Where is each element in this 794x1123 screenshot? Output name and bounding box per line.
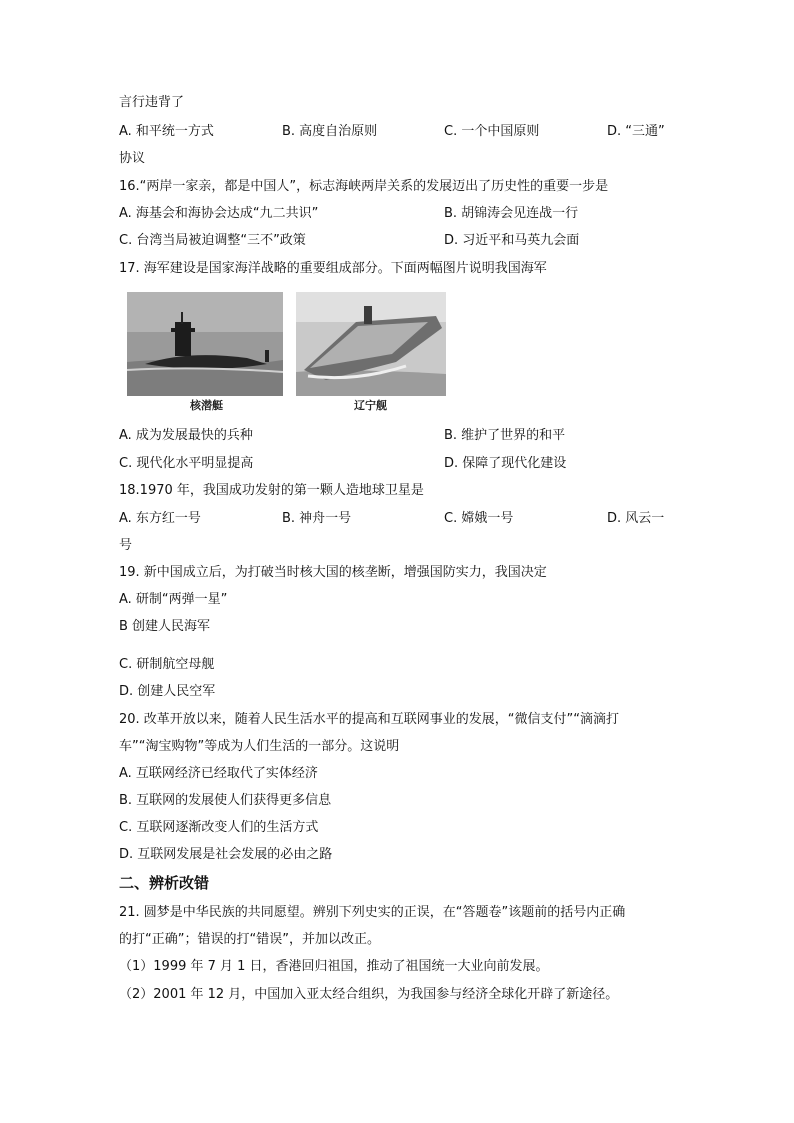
- q17-option-d: D. 保障了现代化建设: [444, 456, 567, 471]
- q18-options: [0, 510, 794, 528]
- q19-option-b: B 创建人民海军: [119, 619, 211, 634]
- q19-option-a: A. 研制“两弹一星”: [119, 592, 228, 607]
- q18-option-c: C. 嫦娥一号: [444, 511, 514, 526]
- submarine-photo: [127, 292, 283, 396]
- q17-option-a: A. 成为发展最快的兵种: [119, 428, 253, 443]
- q19-stem: 19. 新中国成立后，为打破当时核大国的核垄断，增强国防实力，我国决定: [119, 565, 547, 580]
- q16-option-c: C. 台湾当局被迫调整“三不”政策: [119, 233, 306, 248]
- q16-options-row1: [0, 205, 794, 223]
- q17-option-c: C. 现代化水平明显提高: [119, 456, 254, 471]
- aircraft-carrier-photo: [296, 292, 446, 396]
- q20-option-b: B. 互联网的发展使人们获得更多信息: [119, 793, 332, 808]
- q16-option-b: B. 胡锦涛会见连战一行: [444, 206, 579, 221]
- q20-stem-line2: 车”“淘宝购物”等成为人们生活的一部分。这说明: [119, 739, 400, 754]
- q15-option-a: A. 和平统一方式: [119, 124, 214, 139]
- q16-options-row2: [0, 232, 794, 250]
- q18-option-d-continued: 号: [119, 538, 133, 553]
- q21-stem-line1: 21. 圆梦是中华民族的共同愿望。辨别下列史实的正误，在“答题卷”该题前的括号内正确: [119, 905, 626, 920]
- q18-option-b: B. 神舟一号: [282, 511, 352, 526]
- carrier-caption: 辽宁舰: [354, 399, 387, 412]
- q16-option-d: D. 习近平和马英九会面: [444, 233, 580, 248]
- q15-option-d: D. “三通”: [607, 124, 665, 139]
- submarine-caption: 核潜艇: [190, 399, 223, 412]
- q21-stem-line2: 的打“正确”；错误的打“错误”，并加以改正。: [119, 932, 380, 947]
- q15-option-b: B. 高度自治原则: [282, 124, 378, 139]
- q17-stem: 17. 海军建设是国家海洋战略的重要组成部分。下面两幅图片说明我国海军: [119, 261, 547, 276]
- q15-option-d-continued: 协议: [119, 151, 146, 166]
- q16-option-a: A. 海基会和海协会达成“九二共识”: [119, 206, 319, 221]
- q20-option-a: A. 互联网经济已经取代了实体经济: [119, 766, 318, 781]
- q18-option-a: A. 东方红一号: [119, 511, 201, 526]
- q21-item-1: （1）1999 年 7 月 1 日，香港回归祖国，推动了祖国统一大业向前发展。: [119, 959, 549, 974]
- q19-option-c: C. 研制航空母舰: [119, 657, 215, 672]
- q15-stem-tail: 言行违背了: [119, 95, 185, 110]
- q19-option-d: D. 创建人民空军: [119, 684, 216, 699]
- q20-option-d: D. 互联网发展是社会发展的必由之路: [119, 847, 333, 862]
- q21-item-2: （2）2001 年 12 月，中国加入亚太经合组织，为我国参与经济全球化开辟了新途径。: [119, 987, 619, 1002]
- q20-stem-line1: 20. 改革开放以来，随着人民生活水平的提高和互联网事业的发展，“微信支付”“滴滴打: [119, 712, 620, 727]
- section-heading: 二、辨析改错: [119, 874, 210, 892]
- q17-options-row2: [0, 455, 794, 473]
- q17-option-b: B. 维护了世界的和平: [444, 428, 566, 443]
- q18-option-d: D. 风云一: [607, 511, 665, 526]
- q16-stem: 16.“两岸一家亲，都是中国人”，标志海峡两岸关系的发展迈出了历史性的重要一步是: [119, 179, 609, 194]
- q17-options-row1: [0, 427, 794, 445]
- q15-option-c: C. 一个中国原则: [444, 124, 540, 139]
- q18-stem: 18.1970 年，我国成功发射的第一颗人造地球卫星是: [119, 483, 424, 498]
- q15-options: [0, 123, 794, 141]
- q20-option-c: C. 互联网逐渐改变人们的生活方式: [119, 820, 319, 835]
